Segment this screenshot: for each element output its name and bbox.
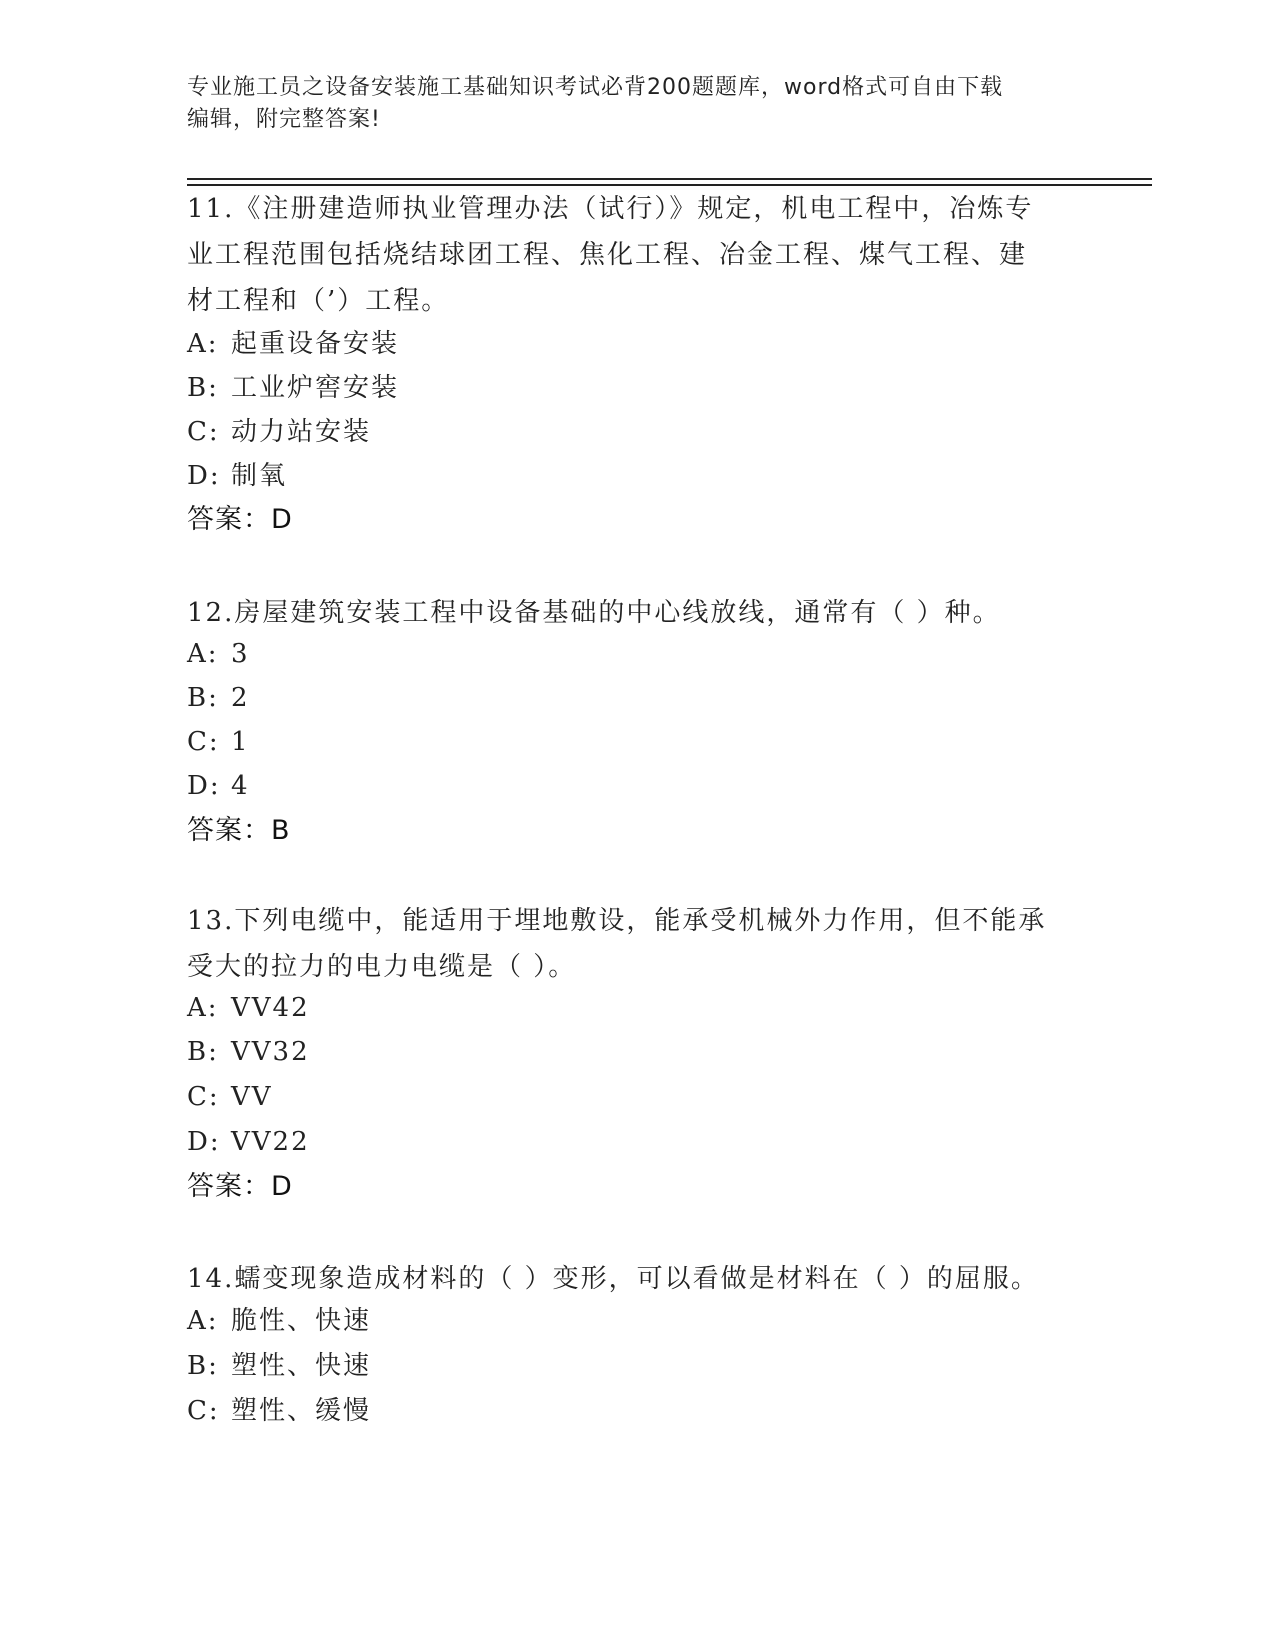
option-text: 2 bbox=[231, 683, 250, 713]
option-text: VV22 bbox=[231, 1127, 310, 1157]
option-text: 起重设备安装 bbox=[231, 329, 400, 359]
question-11-stem bbox=[187, 186, 1077, 324]
option-label: C: bbox=[187, 417, 220, 447]
option-text: 塑性、缓慢 bbox=[231, 1396, 372, 1426]
question-11-option-a bbox=[187, 327, 399, 361]
question-stem-line: 14.蠕变现象造成材料的（ ）变形，可以看做是材料在（ ）的屈服。 bbox=[187, 1264, 1039, 1294]
option-label: D: bbox=[187, 1127, 221, 1157]
option-label: C: bbox=[187, 1082, 220, 1112]
question-11-option-b bbox=[187, 371, 399, 405]
option-label: B: bbox=[187, 373, 219, 403]
question-stem-line: 材工程和（’）工程。 bbox=[187, 286, 450, 316]
option-label: A: bbox=[187, 1306, 219, 1336]
question-12-option-c bbox=[187, 725, 250, 759]
option-label: B: bbox=[187, 1351, 219, 1381]
option-text: VV bbox=[231, 1082, 273, 1112]
question-13-answer: 答案：D bbox=[187, 1171, 293, 1202]
question-11-option-c bbox=[187, 415, 371, 449]
question-12-option-b bbox=[187, 681, 250, 715]
question-14-option-b bbox=[187, 1349, 371, 1383]
option-text: 1 bbox=[231, 727, 250, 757]
question-11-answer: 答案：D bbox=[187, 504, 293, 535]
question-13-option-b bbox=[187, 1035, 310, 1069]
question-stem-line: 12.房屋建筑安装工程中设备基础的中心线放线，通常有（ ）种。 bbox=[187, 598, 1001, 628]
header-line-2: 编辑，附完整答案! bbox=[187, 107, 381, 132]
option-text: VV32 bbox=[231, 1037, 310, 1067]
question-11-option-d bbox=[187, 459, 287, 493]
option-text: 工业炉窖安装 bbox=[231, 373, 400, 403]
option-label: A: bbox=[187, 639, 219, 669]
option-text: 脆性、快速 bbox=[231, 1306, 372, 1336]
option-label: D: bbox=[187, 771, 221, 801]
question-14-option-c bbox=[187, 1394, 371, 1428]
question-12-option-a bbox=[187, 637, 250, 671]
document-header bbox=[187, 72, 1067, 136]
question-13-option-c bbox=[187, 1080, 273, 1114]
question-14-stem bbox=[187, 1256, 1077, 1302]
option-label: A: bbox=[187, 329, 219, 359]
option-text: VV42 bbox=[231, 993, 310, 1023]
question-12-stem bbox=[187, 590, 1077, 636]
option-text: 4 bbox=[231, 771, 250, 801]
question-13-option-d bbox=[187, 1125, 310, 1159]
question-stem-line: 11.《注册建造师执业管理办法（试行）》规定，机电工程中，冶炼专 bbox=[187, 194, 1034, 224]
question-12-answer: 答案：B bbox=[187, 815, 291, 846]
question-stem-line: 受大的拉力的电力电缆是（ ）。 bbox=[187, 952, 577, 982]
question-14-option-a bbox=[187, 1304, 371, 1338]
option-label: B: bbox=[187, 1037, 219, 1067]
question-13-option-a bbox=[187, 991, 310, 1025]
option-text: 3 bbox=[231, 639, 250, 669]
question-stem-line: 13.下列电缆中，能适用于埋地敷设，能承受机械外力作用，但不能承 bbox=[187, 906, 1047, 936]
option-text: 塑性、快速 bbox=[231, 1351, 372, 1381]
option-label: C: bbox=[187, 727, 220, 757]
header-divider-top bbox=[187, 178, 1152, 180]
header-line-1: 专业施工员之设备安装施工基础知识考试必背200题题库，word格式可自由下载 bbox=[187, 75, 1004, 100]
option-label: A: bbox=[187, 993, 219, 1023]
option-label: B: bbox=[187, 683, 219, 713]
option-label: C: bbox=[187, 1396, 220, 1426]
option-label: D: bbox=[187, 461, 221, 491]
question-13-stem bbox=[187, 898, 1077, 990]
question-stem-line: 业工程范围包括烧结球团工程、焦化工程、冶金工程、煤气工程、建 bbox=[187, 240, 1028, 270]
option-text: 动力站安装 bbox=[231, 417, 372, 447]
option-text: 制氧 bbox=[231, 461, 288, 491]
question-12-option-d bbox=[187, 769, 250, 803]
